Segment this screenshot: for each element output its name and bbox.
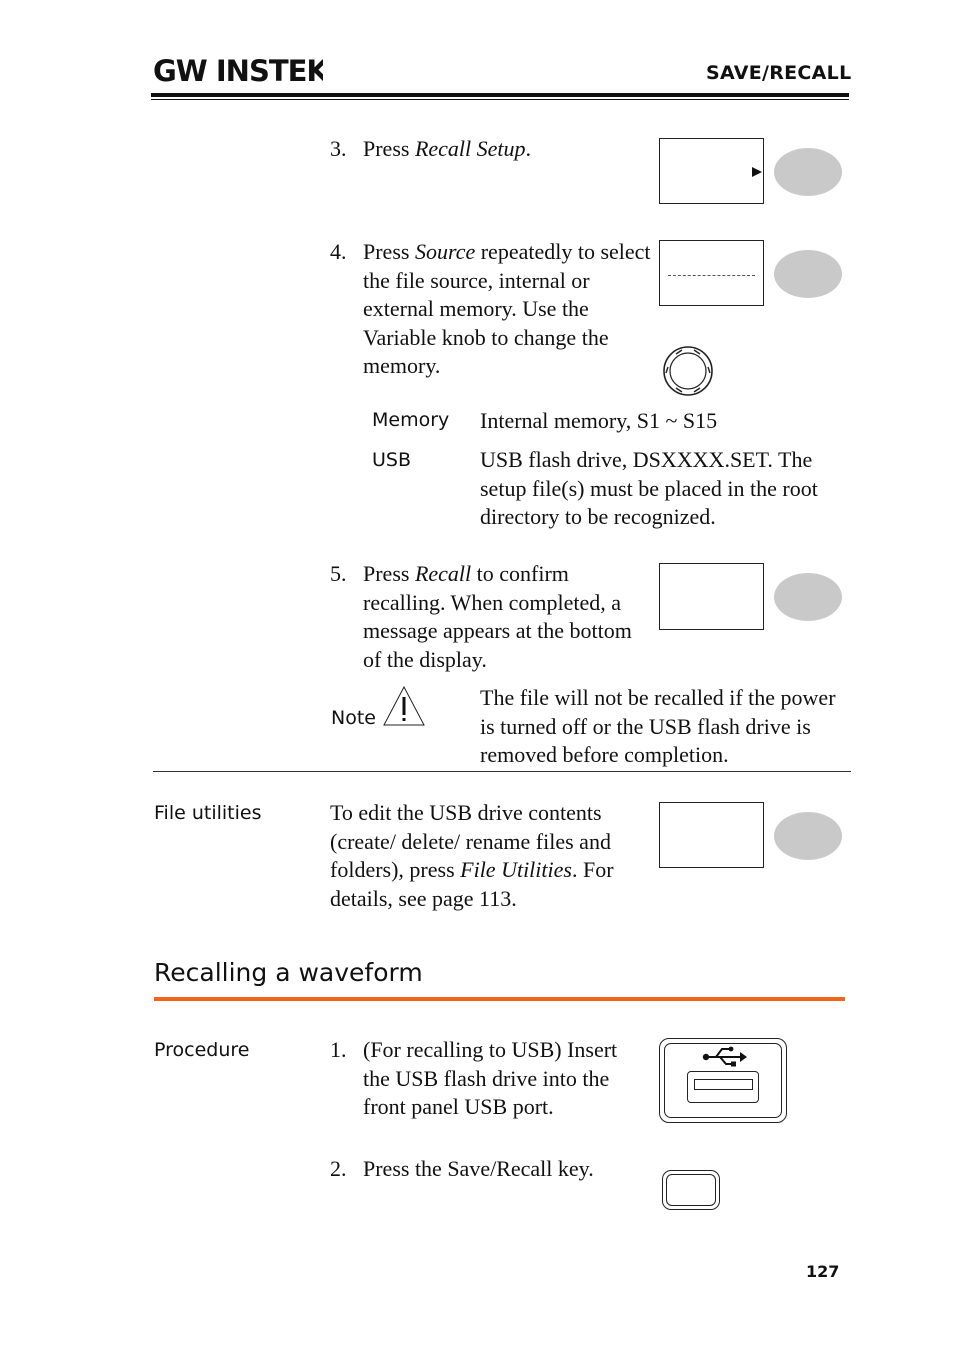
file-utilities-menu-box [659,802,764,868]
section-heading: Recalling a waveform [154,958,423,987]
source-menu-box [659,240,764,306]
softkey-button[interactable] [774,250,842,298]
menu-arrow-icon [751,166,763,178]
logo-graphic [153,56,323,84]
page-number: 127 [806,1262,840,1281]
svg-text:GW INSTEK: GW INSTEK [153,56,323,84]
softkey-button[interactable] [774,812,842,860]
step-number: 4. [330,239,347,264]
usb-icon [702,1046,748,1068]
table-key-memory: Memory [372,409,450,431]
file-utilities-label: File utilities [154,802,262,824]
usb-slot [687,1071,759,1103]
table-key-usb: USB [372,449,412,471]
save-recall-key[interactable] [662,1170,720,1210]
note-text: The file will not be recalled if the power is turned off or the USB flash drive is removed before completion. [480,685,836,767]
heading-rule [154,997,845,1001]
softkey-button[interactable] [774,148,842,196]
note-label: Note [331,707,376,729]
softkey-button[interactable] [774,573,842,621]
step-number: 1. [330,1037,347,1062]
brand-logo [153,56,323,89]
variable-knob-icon[interactable] [662,345,714,397]
dashed-divider [668,275,755,276]
recall-menu-box [659,563,764,630]
step-number: 2. [330,1156,347,1181]
recall-setup-menu-box [659,138,764,204]
step-number: 3. [330,136,347,161]
table-value-usb: USB flash drive, DSXXXX.SET. The setup file(s) must be placed in the root directory to be recognized. [480,447,818,529]
procedure-label: Procedure [154,1039,250,1061]
warning-icon [382,685,426,727]
section-title: SAVE/RECALL [706,62,852,84]
section-divider [153,771,851,772]
table-value-memory: Internal memory, S1 ~ S15 [480,408,718,433]
header-rule-thick [151,93,849,97]
header-rule-thin [151,99,849,100]
file-utilities-text: To edit the USB drive contents (create/ delete/ rename files and folders), press File Utilities. For details, see page 113. [330,800,614,911]
usb-port [659,1038,787,1123]
step-number: 5. [330,561,347,586]
